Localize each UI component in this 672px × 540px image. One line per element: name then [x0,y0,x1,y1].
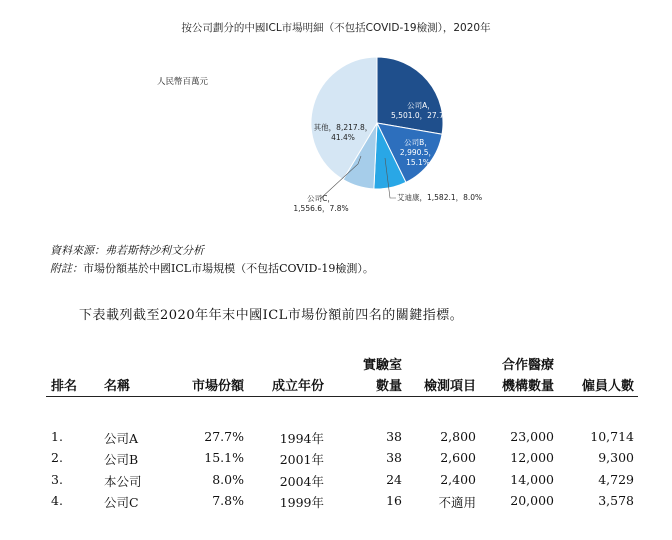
cell-founded-year: 2001年 [279,452,324,467]
slice-label-company-b: 公司B， 2,990.5， 15.1% [399,138,437,167]
cell-name: 公司C [104,495,139,510]
header-employees: 僱員人數 [581,379,634,394]
cell-institutions: 23,000 [510,429,554,444]
cell-institutions: 12,000 [510,450,554,465]
cell-rank: 2. [51,450,63,465]
cell-rank: 3. [51,472,63,487]
source-note: 資料來源：弗若斯特沙利文分析 [50,244,204,257]
cell-labs: 16 [386,493,402,508]
cell-employees: 10,714 [590,429,634,444]
cell-name: 本公司 [104,474,142,489]
header-rule [46,396,638,397]
header-institutions-line1: 合作醫療 [501,358,554,373]
slice-label-other: 其他，8,217.8， 41.4% [313,123,373,142]
cell-market-share: 15.1% [204,450,244,465]
slice-label-adicon: 艾迪康，1,582.1，8.0% [397,193,483,202]
pie-slice-company-a [377,57,443,134]
header-founded-year: 成立年份 [271,379,324,394]
cell-market-share: 8.0% [212,472,244,487]
header-rank: 排名 [51,379,78,394]
chart-title: 按公司劃分的中國ICL市場明細（不包括COVID-19檢測），2020年 [181,22,491,34]
intro-paragraph: 下表載列截至2020年年末中國ICL市場份額前四名的關鍵指標。 [79,308,464,323]
cell-labs: 38 [386,429,402,444]
cell-tests: 2,400 [440,472,476,487]
header-tests: 檢測項目 [423,379,476,394]
cell-tests: 不適用 [438,495,476,510]
cell-tests: 2,800 [440,429,476,444]
cell-employees: 4,729 [598,472,634,487]
cell-name: 公司B [104,452,139,467]
cell-institutions: 20,000 [510,493,554,508]
slice-label-company-a: 公司A， 5,501.0，27.7% [391,101,451,120]
cell-employees: 3,578 [598,493,634,508]
header-institutions-line2: 機構數量 [501,379,554,394]
cell-market-share: 7.8% [212,493,244,508]
header-labs-line2: 數量 [375,379,402,394]
header-labs-line1: 實驗室 [362,358,402,373]
cell-employees: 9,300 [598,450,634,465]
header-market-share: 市場份額 [191,379,244,394]
cell-labs: 38 [386,450,402,465]
slice-label-company-c: 公司C， 1,556.6，7.8% [293,194,349,213]
chart-unit-label: 人民幣百萬元 [157,77,209,87]
header-name: 名稱 [104,379,131,394]
cell-name: 公司A [104,431,139,446]
cell-labs: 24 [386,472,402,487]
cell-tests: 2,600 [440,450,476,465]
footnote: 附註：市場份額基於中國ICL市場規模（不包括COVID-19檢測）。 [50,262,374,275]
cell-institutions: 14,000 [510,472,554,487]
cell-founded-year: 2004年 [279,474,324,489]
cell-founded-year: 1994年 [279,431,324,446]
cell-rank: 1. [51,429,63,444]
cell-rank: 4. [51,493,63,508]
cell-market-share: 27.7% [204,429,244,444]
cell-founded-year: 1999年 [279,495,324,510]
